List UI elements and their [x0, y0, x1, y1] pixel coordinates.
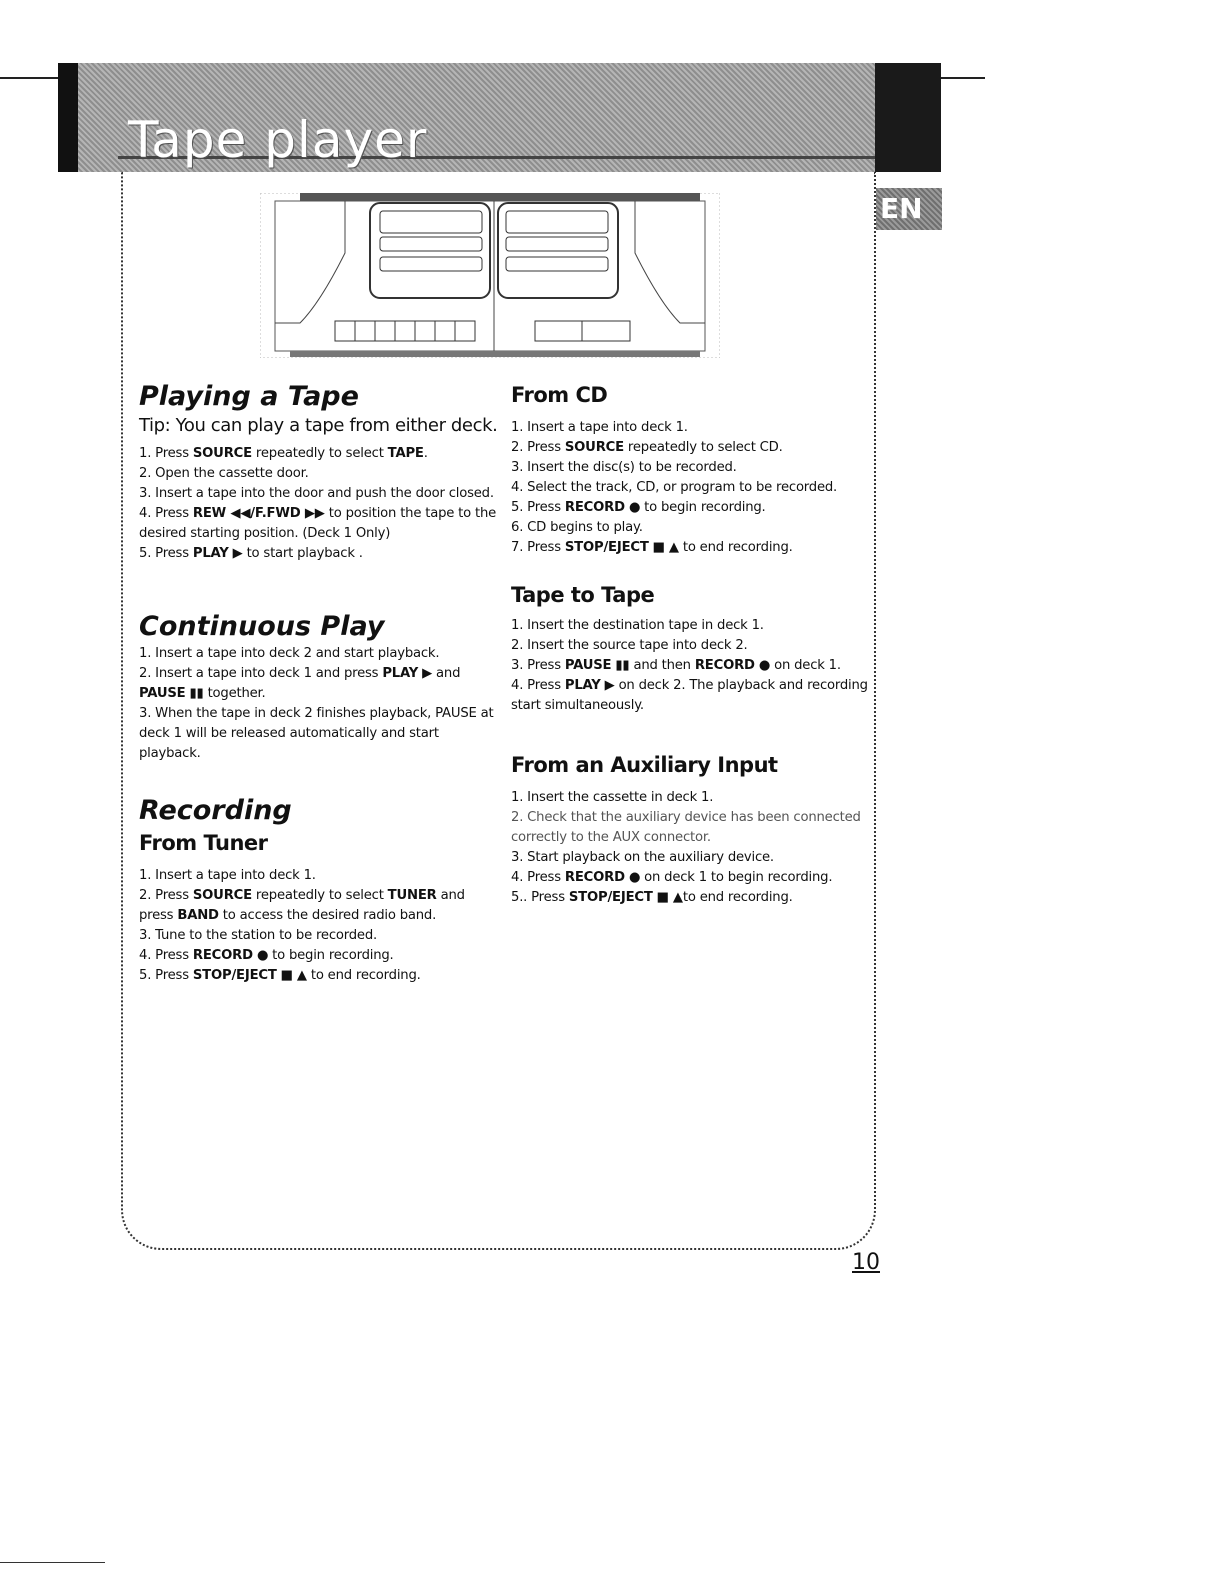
step-item: 2. Press SOURCE repeatedly to select CD. [511, 440, 783, 455]
step-item: 1. Press SOURCE repeatedly to select TAPE. [139, 446, 428, 461]
heading-from-auxiliary-input: From an Auxiliary Input [511, 753, 778, 777]
section-tape-to-tape [511, 580, 871, 716]
step-item: 5. Press RECORD ● to begin recording. [511, 500, 766, 515]
section-from-cd [511, 380, 871, 558]
step-item: 4. Press RECORD ● on deck 1 to begin recording. [511, 870, 833, 885]
step-item: 3. Insert the disc(s) to be recorded. [511, 460, 737, 475]
heading-playing-a-tape: Playing a Tape [139, 381, 359, 412]
left-column [139, 380, 499, 986]
step-item: 7. Press STOP/EJECT ■ ▲ to end recording. [511, 540, 793, 555]
step-item: 1. Insert the destination tape in deck 1. [511, 618, 764, 633]
header-right-tab [875, 63, 941, 172]
step-item: 1. Insert the cassette in deck 1. [511, 790, 714, 805]
step-item: 4. Press REW ◀◀/F.FWD ▶▶ to position the tape to the desired starting position. (Deck 1 Only) [139, 506, 497, 541]
page-title: Tape player [128, 111, 428, 169]
heading-from-cd: From CD [511, 383, 608, 407]
section-playing-a-tape [139, 380, 499, 564]
subheading-from-tuner: From Tuner [139, 831, 268, 855]
step-item: 4. Press PLAY ▶ on deck 2. The playback and recording start simultaneously. [511, 678, 868, 713]
header-left-tab [58, 63, 78, 172]
section-continuous-play [139, 610, 499, 764]
language-tab [876, 188, 942, 230]
cassette-deck-illustration [260, 193, 720, 358]
step-item: 2. Insert a tape into deck 1 and press PLAY ▶ and PAUSE ▮▮ together. [139, 666, 461, 701]
top-rule-left [0, 77, 58, 79]
step-item: 2. Insert the source tape into deck 2. [511, 638, 748, 653]
step-item: 2. Check that the auxiliary device has been connected correctly to the AUX connector. [511, 810, 861, 845]
right-column [511, 380, 871, 908]
step-item: 1. Insert a tape into deck 2 and start playback. [139, 646, 440, 661]
step-item: 4. Press RECORD ● to begin recording. [139, 948, 394, 963]
step-item: 3. When the tape in deck 2 finishes playback, PAUSE at deck 1 will be released automatically and start playback. [139, 706, 494, 761]
page-number: 10 [852, 1250, 880, 1275]
step-item: 3. Tune to the station to be recorded. [139, 928, 377, 943]
heading-continuous-play: Continuous Play [139, 611, 385, 642]
step-item: 4. Select the track, CD, or program to be recorded. [511, 480, 838, 495]
heading-tape-to-tape: Tape to Tape [511, 583, 655, 607]
section-recording [139, 794, 499, 986]
step-item: 2. Open the cassette door. [139, 466, 309, 481]
language-tab-label: EN [880, 192, 923, 225]
step-item: 3. Press PAUSE ▮▮ and then RECORD ● on deck 1. [511, 658, 841, 673]
step-item: 6. CD begins to play. [511, 520, 643, 535]
step-item: 2. Press SOURCE repeatedly to select TUNER and press BAND to access the desired radio band. [139, 888, 465, 923]
top-rule-right [940, 77, 985, 79]
step-item: 5.. Press STOP/EJECT ■ ▲to end recording. [511, 890, 793, 905]
tip-text: Tip: You can play a tape from either deck. [139, 415, 498, 436]
page-header-banner [58, 63, 941, 172]
step-item: 1. Insert a tape into deck 1. [139, 868, 316, 883]
step-item: 5. Press STOP/EJECT ■ ▲ to end recording. [139, 968, 421, 983]
step-item: 1. Insert a tape into deck 1. [511, 420, 688, 435]
heading-recording: Recording [139, 795, 292, 826]
section-from-auxiliary-input [511, 750, 871, 908]
step-item: 3. Insert a tape into the door and push the door closed. [139, 486, 494, 501]
step-item: 5. Press PLAY ▶ to start playback . [139, 546, 363, 561]
step-item: 3. Start playback on the auxiliary device. [511, 850, 774, 865]
footer-rule [0, 1562, 105, 1563]
